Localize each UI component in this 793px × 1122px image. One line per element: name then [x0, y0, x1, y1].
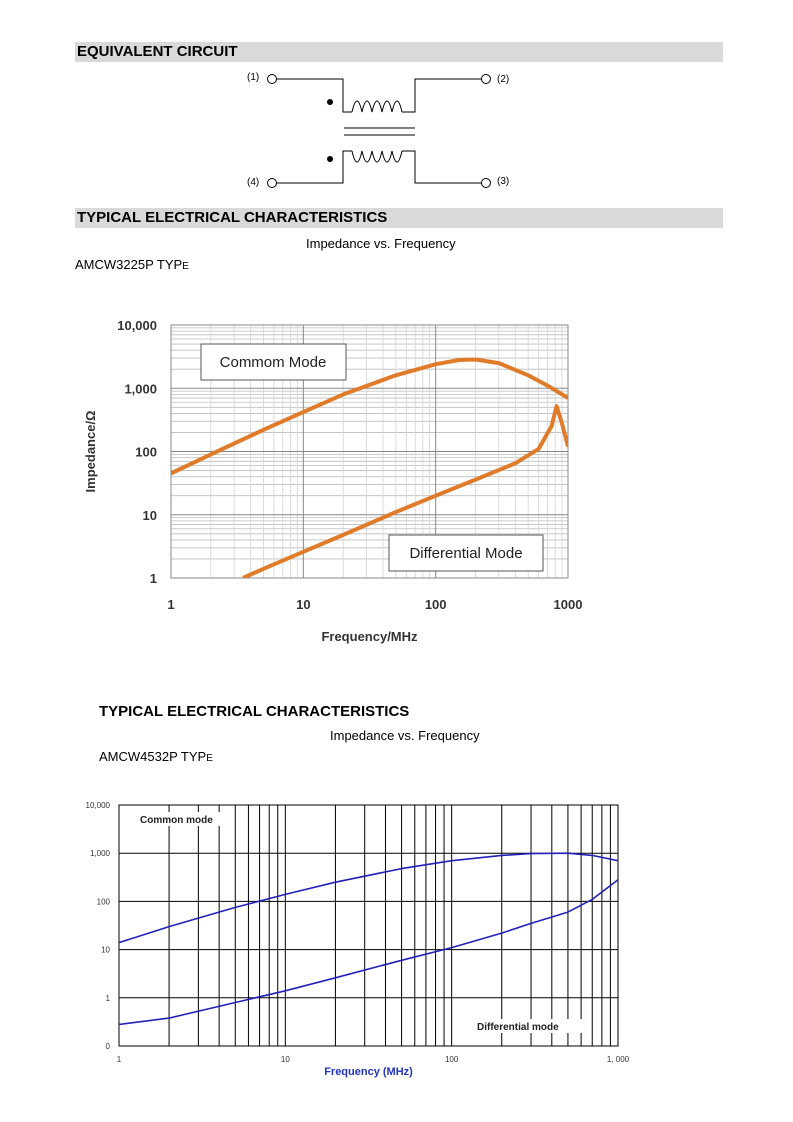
- chart1-y-axis-title: Impedance/Ω: [83, 410, 98, 493]
- chart2-x-tick-label: 10: [280, 1055, 290, 1064]
- chart1-y-tick-label: 1,000: [124, 381, 157, 397]
- chart1-y-tick-label: 10: [142, 507, 157, 523]
- chart1-y-tick-label: 10,000: [117, 318, 157, 333]
- chart2-x-tick-label: 1, 000: [606, 1055, 630, 1064]
- chart1-y-tick-label: 1: [149, 571, 157, 586]
- chart2-y-tick-label: 10,000: [85, 801, 110, 810]
- chart2-legend-label-common: Common mode: [140, 815, 213, 826]
- chart2-y-tick-label: 1,000: [89, 849, 110, 859]
- chart1-type-label: AMCW3225P TYPE: [75, 257, 189, 272]
- chart2-x-tick-label: 100: [444, 1055, 459, 1064]
- chart1-x-tick-label: 10: [296, 597, 311, 612]
- chart2-type-label: AMCW4532P TYPE: [99, 749, 213, 764]
- chart1-x-tick-label: 100: [424, 597, 447, 612]
- chart2-subtitle: Impedance vs. Frequency: [330, 728, 480, 743]
- section-header-typical-characteristics-2: TYPICAL ELECTRICAL CHARACTERISTICS: [99, 703, 410, 720]
- chart2-x-axis-title: Frequency (MHz): [324, 1066, 413, 1078]
- chart1-x-tick-label: 1000: [553, 597, 583, 612]
- pin-4-label: (4): [247, 177, 260, 188]
- chart2-plot-area: [119, 805, 618, 1046]
- chart1-legend-label-common: Commom Mode: [219, 354, 327, 371]
- chart2-legend-label-differential: Differential mode: [477, 1022, 559, 1033]
- chart1-legend-label-differential: Differential Mode: [409, 545, 523, 562]
- chart2-y-tick-label: 0: [105, 1042, 110, 1051]
- section-header-equivalent-circuit: EQUIVALENT CIRCUIT: [75, 42, 723, 62]
- pin-2-label: (2): [497, 74, 510, 85]
- chart2-y-tick-label: 1: [105, 993, 110, 1003]
- chart2-y-tick-label: 10: [101, 945, 110, 955]
- chart1-subtitle: Impedance vs. Frequency: [306, 236, 456, 251]
- pin-3-label: (3): [497, 176, 510, 187]
- chart2-x-tick-label: 1: [116, 1055, 122, 1064]
- chart1-x-tick-label: 1: [167, 597, 175, 612]
- chart2-y-tick-label: 100: [96, 897, 110, 907]
- chart1-y-tick-label: 100: [135, 444, 157, 460]
- pin-1-label: (1): [247, 72, 260, 83]
- section-header-typical-characteristics: TYPICAL ELECTRICAL CHARACTERISTICS: [75, 208, 723, 228]
- chart1-x-axis-title: Frequency/MHz: [321, 629, 418, 644]
